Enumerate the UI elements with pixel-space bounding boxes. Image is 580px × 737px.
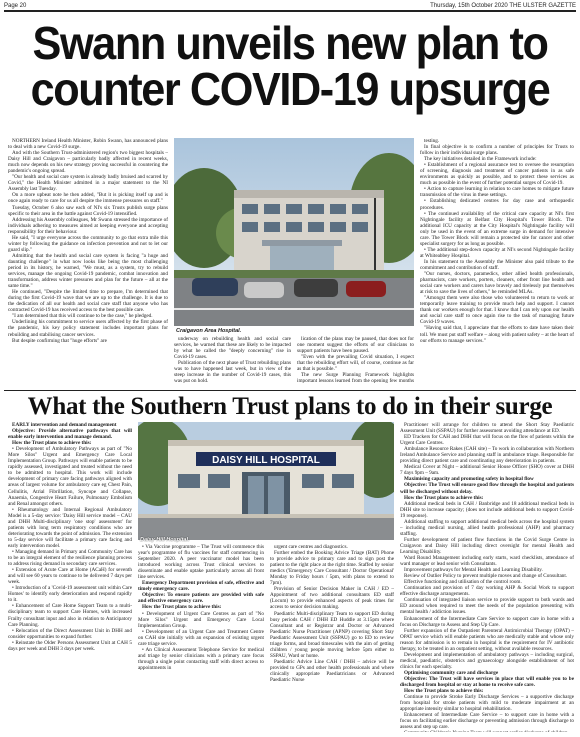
photo-caption: Craigavon Area Hospital. (176, 328, 242, 334)
daisy-hill-photo-caption: Daisy Hill Hospital. (140, 537, 190, 543)
paragraph: Review of Outlier Policy to prevent multiple moves and change of Consultant. (404, 573, 568, 580)
paragraph: He continued, "Despite the limited time to prepare, I'm determined that during the first Covid-19 wave that we are up to the challenge. It is due to the dedication of all our health and social care staff that anyone who has contracted Covid-19 has received access to the best possible care. (8, 289, 168, 314)
hospital-photo-illustration (174, 138, 414, 326)
page-number: Page 20 (4, 3, 27, 9)
paragraph: • Relocation of the Direct Assessment Unit in DHH and consider opportunities to expand further. (8, 627, 132, 640)
paragraph: Tuesday, October 6 also saw each of NI's six Trusts publish surge plans specific to their area in the battle against Covid-19 intensified. (8, 204, 168, 217)
paragraph: Maximising capacity and promoting safety in hospital flow (404, 476, 534, 483)
paragraph: underway on rebuilding health and social care services, he warned that these are likely to be impacted by what he called the "deeply concerning" rise in Covid-19 cases. (174, 336, 291, 361)
paragraph: Objective: To ensure patients are provided with safe and effective emergency care. (138, 592, 264, 605)
article-column-3 (297, 336, 414, 384)
paragraph: Publication of the next phase of Trust rebuilding plans was to have happened last week, but in view of the steep increase in the number of Covid-19 cases, this was put on hold. (174, 360, 291, 384)
paragraph: Additional staffing to support additional medical beds across the hospital system – including medical nursing, allied health professional (AHP) and pharmacy staffing. (400, 518, 574, 537)
paragraph: Practitioner will arrange for children to attend the Short Stay Paediatric Assessment Unit (SSPAU) for further assessment avoiding attendance at ED. (400, 422, 574, 435)
paragraph: How the Trust plans to achieve this: (404, 688, 484, 695)
surge-plan-column-2 (138, 544, 264, 732)
under-photo-columns (174, 336, 414, 384)
paragraph: On a more upbeat note he then added, "But it is picking itself up and is once again ready to care for us all despite the immense pressures on staff." (8, 192, 168, 205)
paragraph: Continue to provide Stroke Early Discharge Services – a supportive discharge from hospital for stroke patients with mild to moderate impairment at an appropriate intensity similar to hospital rehabilitation. (400, 694, 574, 713)
paragraph: "I am determined that this will continue to be the case," he pledged. (12, 313, 153, 320)
paragraph: How the Trust plans to achieve this: (404, 494, 484, 501)
paragraph (400, 730, 574, 732)
header-rule (4, 10, 576, 12)
paragraph: • Action to capture learning in relation to care homes to mitigate future transmission of the virus in these settings. (420, 186, 574, 199)
paragraph: "Amongst them were also those who volunteered to return to work or temporarily leave training to provide much help and support. I cannot thank our workers enough for that. I know that I can rely upon our health and social care staff to once again rise to the task of managing future Covid-19 waves. (420, 295, 574, 326)
paragraph: Enhancement of the Intermediate Care Service to support care in home with a focus on Discharge to Assess and Step Up Care. (400, 615, 574, 628)
paragraph: "Our nurses, doctors, paramedics, other allied health professionals, pharmacists, care workers, porters, cleaners, other front line health and social care workers and carers have bravely and tirelessly put themselves at risk to save the lives of others," he reminded MLAs. (420, 271, 574, 296)
paragraph: Ambulance Resource Rakes (CAH site) – To work in collaboration with Northern Ireland Ambulance Service and planning staff in ambulance triage. Responsible for providing direct patient care and coordinating any deterioration in patients. (400, 446, 574, 465)
paragraph: Admitting that the health and social care system is facing "a huge and daunting challenge" in what now looks like being the most challenging period in its history, he warned, "We must, as a system, try to rebuild services, manage the ongoing Covid-19 pandemic, combat innovation and transformation, address winter pressures and plan for the future – all at the same time." (8, 252, 168, 290)
paragraph: But despite confirming that "huge efforts" are (12, 337, 107, 344)
paragraph: "Even with the prevailing Covid situation, I expect that the rebuilding effort will, of course, continue as far as that is possible." (297, 354, 414, 373)
paragraph: • Development of an Urgent Care and Treatment Centre on CAH site initially with an expansion of existing urgent care triage service. (138, 628, 264, 647)
paragraph: How the Trust plans to achieve this: (12, 440, 92, 447)
surge-plan-column-1 (8, 422, 132, 732)
paragraph: Additional medical beds in CAH / Banbridge and 18 additional medical beds in DHH site to increase capacity; (does not include additional beds to support Covid-19 response). (400, 500, 574, 519)
paragraph: And with the Southern Trust-administered region's two biggest hospitals – Daisy Hill and Craigavon – particularly badly affected in recent weeks, much now depends on his new strategy proving successful in countering the pandemic's ongoing spread. (8, 150, 168, 175)
page-header (4, 2, 576, 10)
craigavon-hospital-photo (174, 138, 414, 326)
paragraph: • Enhancement of Care Home Support Team to a multi-disciplinary team to support Care Homes, with increased Frailty consultant input and also in relation to Anticipatory Care Planning. (8, 603, 132, 628)
article-column-1 (8, 138, 168, 378)
paragraph: Objective: The Trust will have services in place that will enable you to be discharged from hospital or stay at home to receive safe care. (400, 675, 574, 689)
surge-plan-column-4 (400, 422, 574, 732)
paragraph: • Extension of Acute Care at Home (ACaH) for seventh and will see 60 years to continue to be delivered 7 days per week. (8, 567, 132, 586)
paragraph: Further development of patient flow functions in the Covid Surge Centre in Craigavon and Daisy Hill including direct oversight for mental Health and Learning Disability. (400, 536, 574, 555)
surge-plan-column-3 (270, 544, 394, 732)
paragraph: Underlining his commitment to service users affected by the first phase of the pandemic, his key policy statement includes important plans for rebuilding and stabilising cancer services. (8, 319, 168, 338)
paragraph: • An Clinical Assessment Telephone Service for medical and triage by senior clinicians with a primary care focus through a single point contacting staff with direct access to appointments in (138, 646, 264, 671)
daisy-hill-photo-illustration (138, 422, 394, 540)
paragraph: ED Trackers for CAH and DHH that will focus on the flow of patients within the Urgent Care Centres. (400, 434, 574, 447)
paragraph: • The continued availability of the critical care capacity at NI's first Nightingale facility at Belfast City Hospital's Tower Block. The additional ICU capacity at the City Hospital's Nightingale facility will only be used in the event of an extreme surge in demand for intensive care. The Tower Block will remain a protected site for cancer and other specialist surgery for as long as possible. (420, 210, 574, 247)
paragraph: • Managing demand in Primary and Community Care has to be an integral element of the resilience planning process to address rising demand in secondary care services. (8, 548, 132, 568)
paragraph: urgent care centres and diagnostics. (274, 544, 348, 550)
dateline: Thursday, 15th October 2020 THE ULSTER GAZETTE (430, 3, 576, 9)
paragraph: • Rheumatology and Internal Regional Ambulatory Model is a 5-day service: 'Daisy Hill service model – CAU and DHH Multi-disciplinary 'one stop' assessment' for patients with long term respiratory conditions who are deteriorating towards the point of admission. The extension to 5-day service will facilitate a primary care facing and early intervention model. (8, 506, 132, 549)
paragraph: Paediatric Advice Line CAH / DHH – advice will be provided to GPs and other health professionals and where clinically appropriate Paediatricians or Advanced Paediatric Nurse (270, 658, 394, 684)
paragraph: EARLY intervention and demand management (12, 422, 117, 428)
article-column-2 (174, 336, 291, 384)
paragraph: Objective: Provide alternative pathways that will enable early intervention and manage demand. (8, 428, 132, 441)
paragraph: In his statement to the Assembly the Minister also paid tribute to the commitment and contribution of staff. (420, 258, 574, 271)
paragraph: • Introduction of a 'Covid-19 assessment unit within Care Homes' to identify early deterioration and respond rapidly to it. (8, 585, 132, 604)
paragraph: Effective functioning and utilisation of the control room. (404, 579, 522, 586)
paragraph: Continuation of integrated liaison service to provide support to both wards and ED around when required to meet the needs of the population presenting with mental health / addiction issues. (400, 597, 574, 616)
paragraph: testing. (424, 138, 440, 144)
daisy-hill-hospital-photo (138, 422, 394, 540)
paragraph: • Establishing dedicated centres for day case and orthopaedic procedures. (420, 198, 574, 211)
subhead: What the Southern Trust plans to do in their surge (27, 393, 553, 420)
paragraph: Enhancement of Intermediate Care Service – to support care in home with a focus on facilitating earlier discharge or preventing admission through discharge to assess and step up care. (400, 712, 574, 731)
paragraph: • Development of Ambulatory Pathways as part of "No More Silos" Urgent and Emergency Care Local Implementation Group. Pathways will enable patients to be rapidly assessed, investigated and treated without the need to be admitted to hospital. This work will include development of primary care facing pathways aligned with areas of largest volume for ambulatory care eg Chest Pain, Cellulitis, Atrial Fibrillation, Syncope and Collapse, Anaemia, Congestive Heart Failure, Pulmonary Embolism and Renal amongst others. (8, 446, 132, 507)
paragraph: The key initiatives detailed in the Framework include: (424, 156, 537, 163)
paragraph: Objective: The Trust will ensure good flow through the hospital and patients will be discharged without delay. (400, 482, 574, 495)
paragraph: Further embed the Booking Advice Triage (BAT) Phone to provide advice to primary care and to sign post the patient to the right place at the right time. Staffed by senior medics ('Emergency Care Consultant / Doctor Operational' Monday to Friday hours / 5pm, with plans to extend to 7pm). (270, 550, 394, 587)
headline: Swann unveils new plan to counter COVID-19 upsurge (30, 17, 550, 115)
paragraph: Paediatric Multi-disciplinary Team to support ED during busy periods CAH / DHH ED Huddle at 3.15pm where Consultant and or Registrar and Doctor or Advanced Paediatric Nurse Practitioner (APNP) covering Short Stay Paediatric Assessment Unit (SSPAU) go to ED to review triage forms, and broad timescales with the aim of getting children / young people moving before 5pm either to SSPAU, Ward or home. (270, 610, 394, 659)
paragraph: Ward Round Management including early starts, ward checklists, attendance of ward manager or lead senior with Consultants. (400, 555, 574, 568)
article-column-4 (420, 138, 574, 378)
paragraph: • Establishment of a regional assurance test to oversee the resumption of screening, diagnosis and treatment of cancer patients in as safe environments as quickly as possible, and to protect these services as much as possible in the event of further potential surges of Covid-19. (420, 162, 574, 187)
paragraph: • Development of Urgent Care Centres as part of "No More Silos" Urgent and Emergency Care Local Implementation Group. (138, 610, 264, 629)
paragraph: • The additional step-down capacity at NI's second Nightingale facility at Whiteabbey Hospital. (420, 246, 574, 259)
paragraph: Provision of Senior Decision Maker in CAH / ED – Appointment of two additional consultants ED staff (Locum) to provide enhanced aspects of peak times for access to senior decision making. (270, 586, 394, 611)
paragraph: Further expansion of the Outpatient Parenteral Antimicrobial Therapy (OPAT) – OPAT service which will enable patients who are medically stable and whose only reason for admission is to remain in hospital is the requirement for IV antibiotic therapy, to be treated in an outpatient setting, without available resources. (400, 627, 574, 652)
paragraph: Development and implementation of ambulatory pathways – including surgical, medical, paediatric, obstetrics and gynaecology alongside establishment of hot clinics for each specialty. (400, 651, 574, 670)
paragraph: Addressing his Assembly colleagues, Mr Swann stressed the importance of individuals adhering to measures aimed at keeping everyone and accepting responsibility for their behaviour. (8, 216, 168, 235)
paragraph: Improvement pathways for Mental Health and Learning Disability. (404, 567, 543, 574)
paragraph: "Our health and social care system is already badly bruised and scarred by Covid," the Health Minister admitted in a major statement to the NI Assembly last Tuesday. (8, 174, 168, 193)
paragraph: Optimising community care and discharge (404, 669, 499, 676)
paragraph: He said, "I urge everyone across the community to go that extra mile this winter by following the guidance on infection prevention and not to let our guard slip." (8, 234, 168, 253)
paragraph: lication of the plans may be paused, that does not for one moment suggest the efforts of our clinicians to support patients have been paused. (297, 336, 414, 355)
paragraph: How the Trust plans to achieve this: (142, 604, 222, 611)
paragraph: In final objective is to confirm a number of principles for Trusts to follow in their individual surge plans. (420, 144, 574, 157)
paragraph: Medical Cover at Night – additional Senior House Officer (SHO) cover at DHH 7 days 9pm – 9am. (400, 464, 574, 477)
paragraph: The new Surge Planning Framework highlights important lessons learned from the opening few months (297, 372, 414, 384)
paragraph: • Via Vaccine programme – The Trust will commence this year's programme of flu vaccines for staff commencing in September 2020. A peer vaccinator model has been introduced working across Trust clinical services to disseminate and enable uptake particularly across all front line services. (138, 544, 264, 581)
paragraph: Emergency Department provision of safe, effective and timely emergency care. (138, 580, 264, 593)
paragraph: NORTHERN Ireland Health Minister, Robin Swann, has announced plans to deal with a new Covid-19 surge. (8, 138, 168, 151)
paragraph: Continuation and provision of 7 day working AHP & Social Work to support effective discharge arrangements. (400, 585, 574, 598)
hospital-sign-text: DAISY HILL HOSPITAL (212, 455, 320, 466)
paragraph: "Having said that, I appreciate that the efforts to date have taken their toll. We must put staff welfare – along with patient safety – at the heart of our efforts to manage services." (420, 325, 574, 344)
paragraph: • Reinstate the Older Persons Assessment Unit at CAH 5 days per week and DHH 3 days per week. (8, 639, 132, 652)
